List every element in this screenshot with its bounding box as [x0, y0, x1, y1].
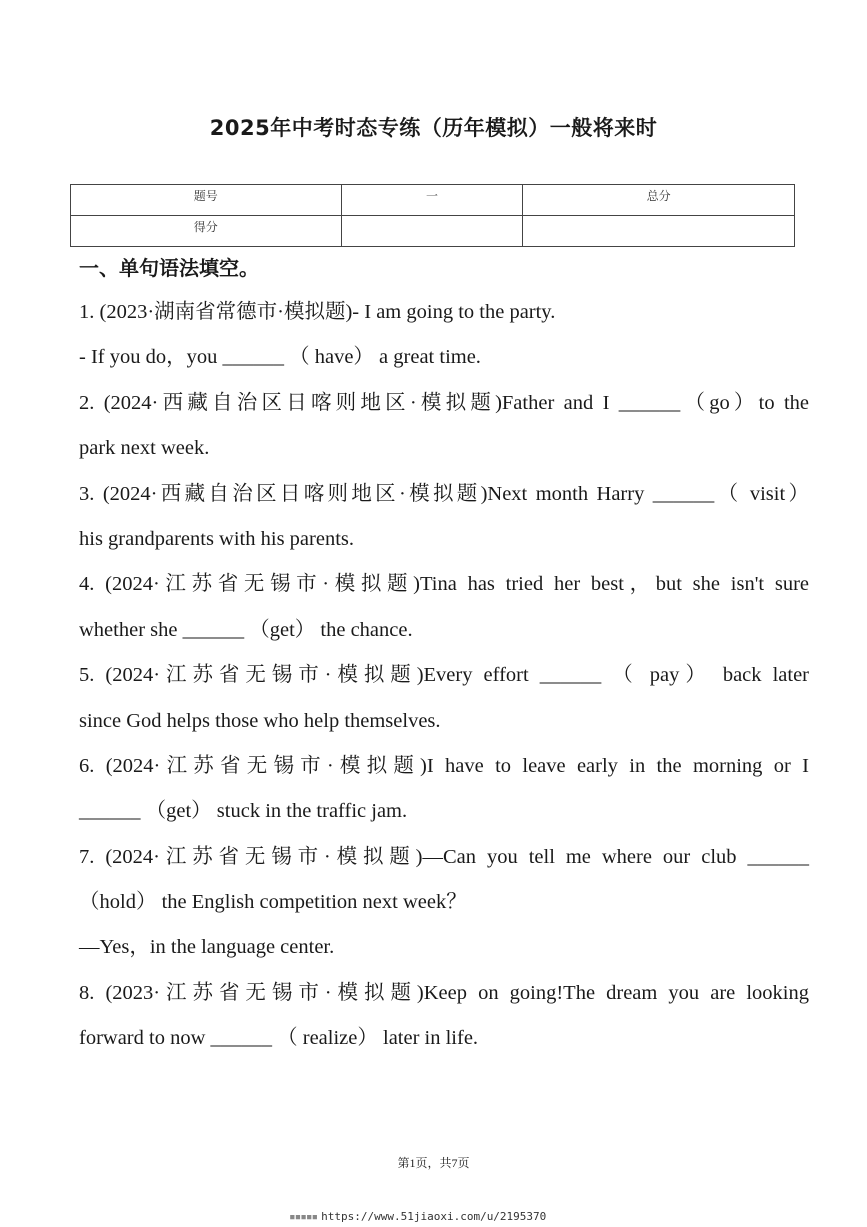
page-footer: 第1页，共7页: [397, 1156, 470, 1170]
watermark-url: [289, 1210, 546, 1223]
header-section-one: 一: [341, 185, 523, 216]
question-line: forward to now ______ （ realize） later in life.: [79, 1027, 479, 1050]
score-cell-section-one: [341, 216, 523, 247]
score-table: [70, 184, 795, 247]
watermark-logo-icon: ▪▪▪▪▪: [289, 1210, 318, 1223]
question-line: 6. (2024·江苏省无锡市·模拟题)I have to leave early in the morning or I: [79, 754, 809, 777]
question-line: 8. (2023·江苏省无锡市·模拟题)Keep on going!The dream you are looking: [79, 981, 809, 1004]
question-line: his grandparents with his parents.: [79, 527, 354, 550]
document-title: 2025年中考时态专练（历年模拟）一般将来时: [209, 116, 658, 140]
question-line: whether she ______ （get） the chance.: [79, 618, 413, 641]
question-line: 2. (2024·西藏自治区日喀则地区·模拟题)Father and I ______（go）to the: [79, 391, 809, 414]
score-table-header-row: [71, 185, 795, 216]
question-line: since God helps those who help themselves.: [79, 709, 441, 732]
question-line: （hold） the English competition next week？: [79, 891, 467, 914]
question-line: 7. (2024·江苏省无锡市·模拟题)—Can you tell me where our club ______: [79, 845, 809, 868]
question-line: —Yes，in the language center.: [79, 936, 335, 959]
header-question-number: 题号: [71, 185, 342, 216]
score-cell-total: [523, 216, 795, 247]
header-total-score: 总分: [523, 185, 795, 216]
question-line: ______ （get） stuck in the traffic jam.: [79, 800, 408, 823]
watermark-url-text: https://www.51jiaoxi.com/u/2195370: [321, 1210, 547, 1223]
section-heading: 一、单句语法填空。: [79, 256, 259, 280]
score-row-label: 得分: [71, 216, 342, 247]
question-line: 5. (2024·江苏省无锡市·模拟题)Every effort ______ （ pay） back later: [79, 664, 809, 687]
question-list: [79, 290, 809, 1062]
score-table-score-row: [71, 216, 795, 247]
question-line: - If you do，you ______ （ have） a great time.: [79, 346, 481, 369]
question-line: 1. (2023·湖南省常德市·模拟题)- I am going to the party.: [79, 301, 556, 323]
question-line: park next week.: [79, 437, 210, 460]
question-line: 4. (2024·江苏省无锡市·模拟题)Tina has tried her best，but she isn't sure: [79, 573, 809, 596]
question-line: 3. (2024·西藏自治区日喀则地区·模拟题)Next month Harry ______（ visit）: [79, 482, 809, 505]
